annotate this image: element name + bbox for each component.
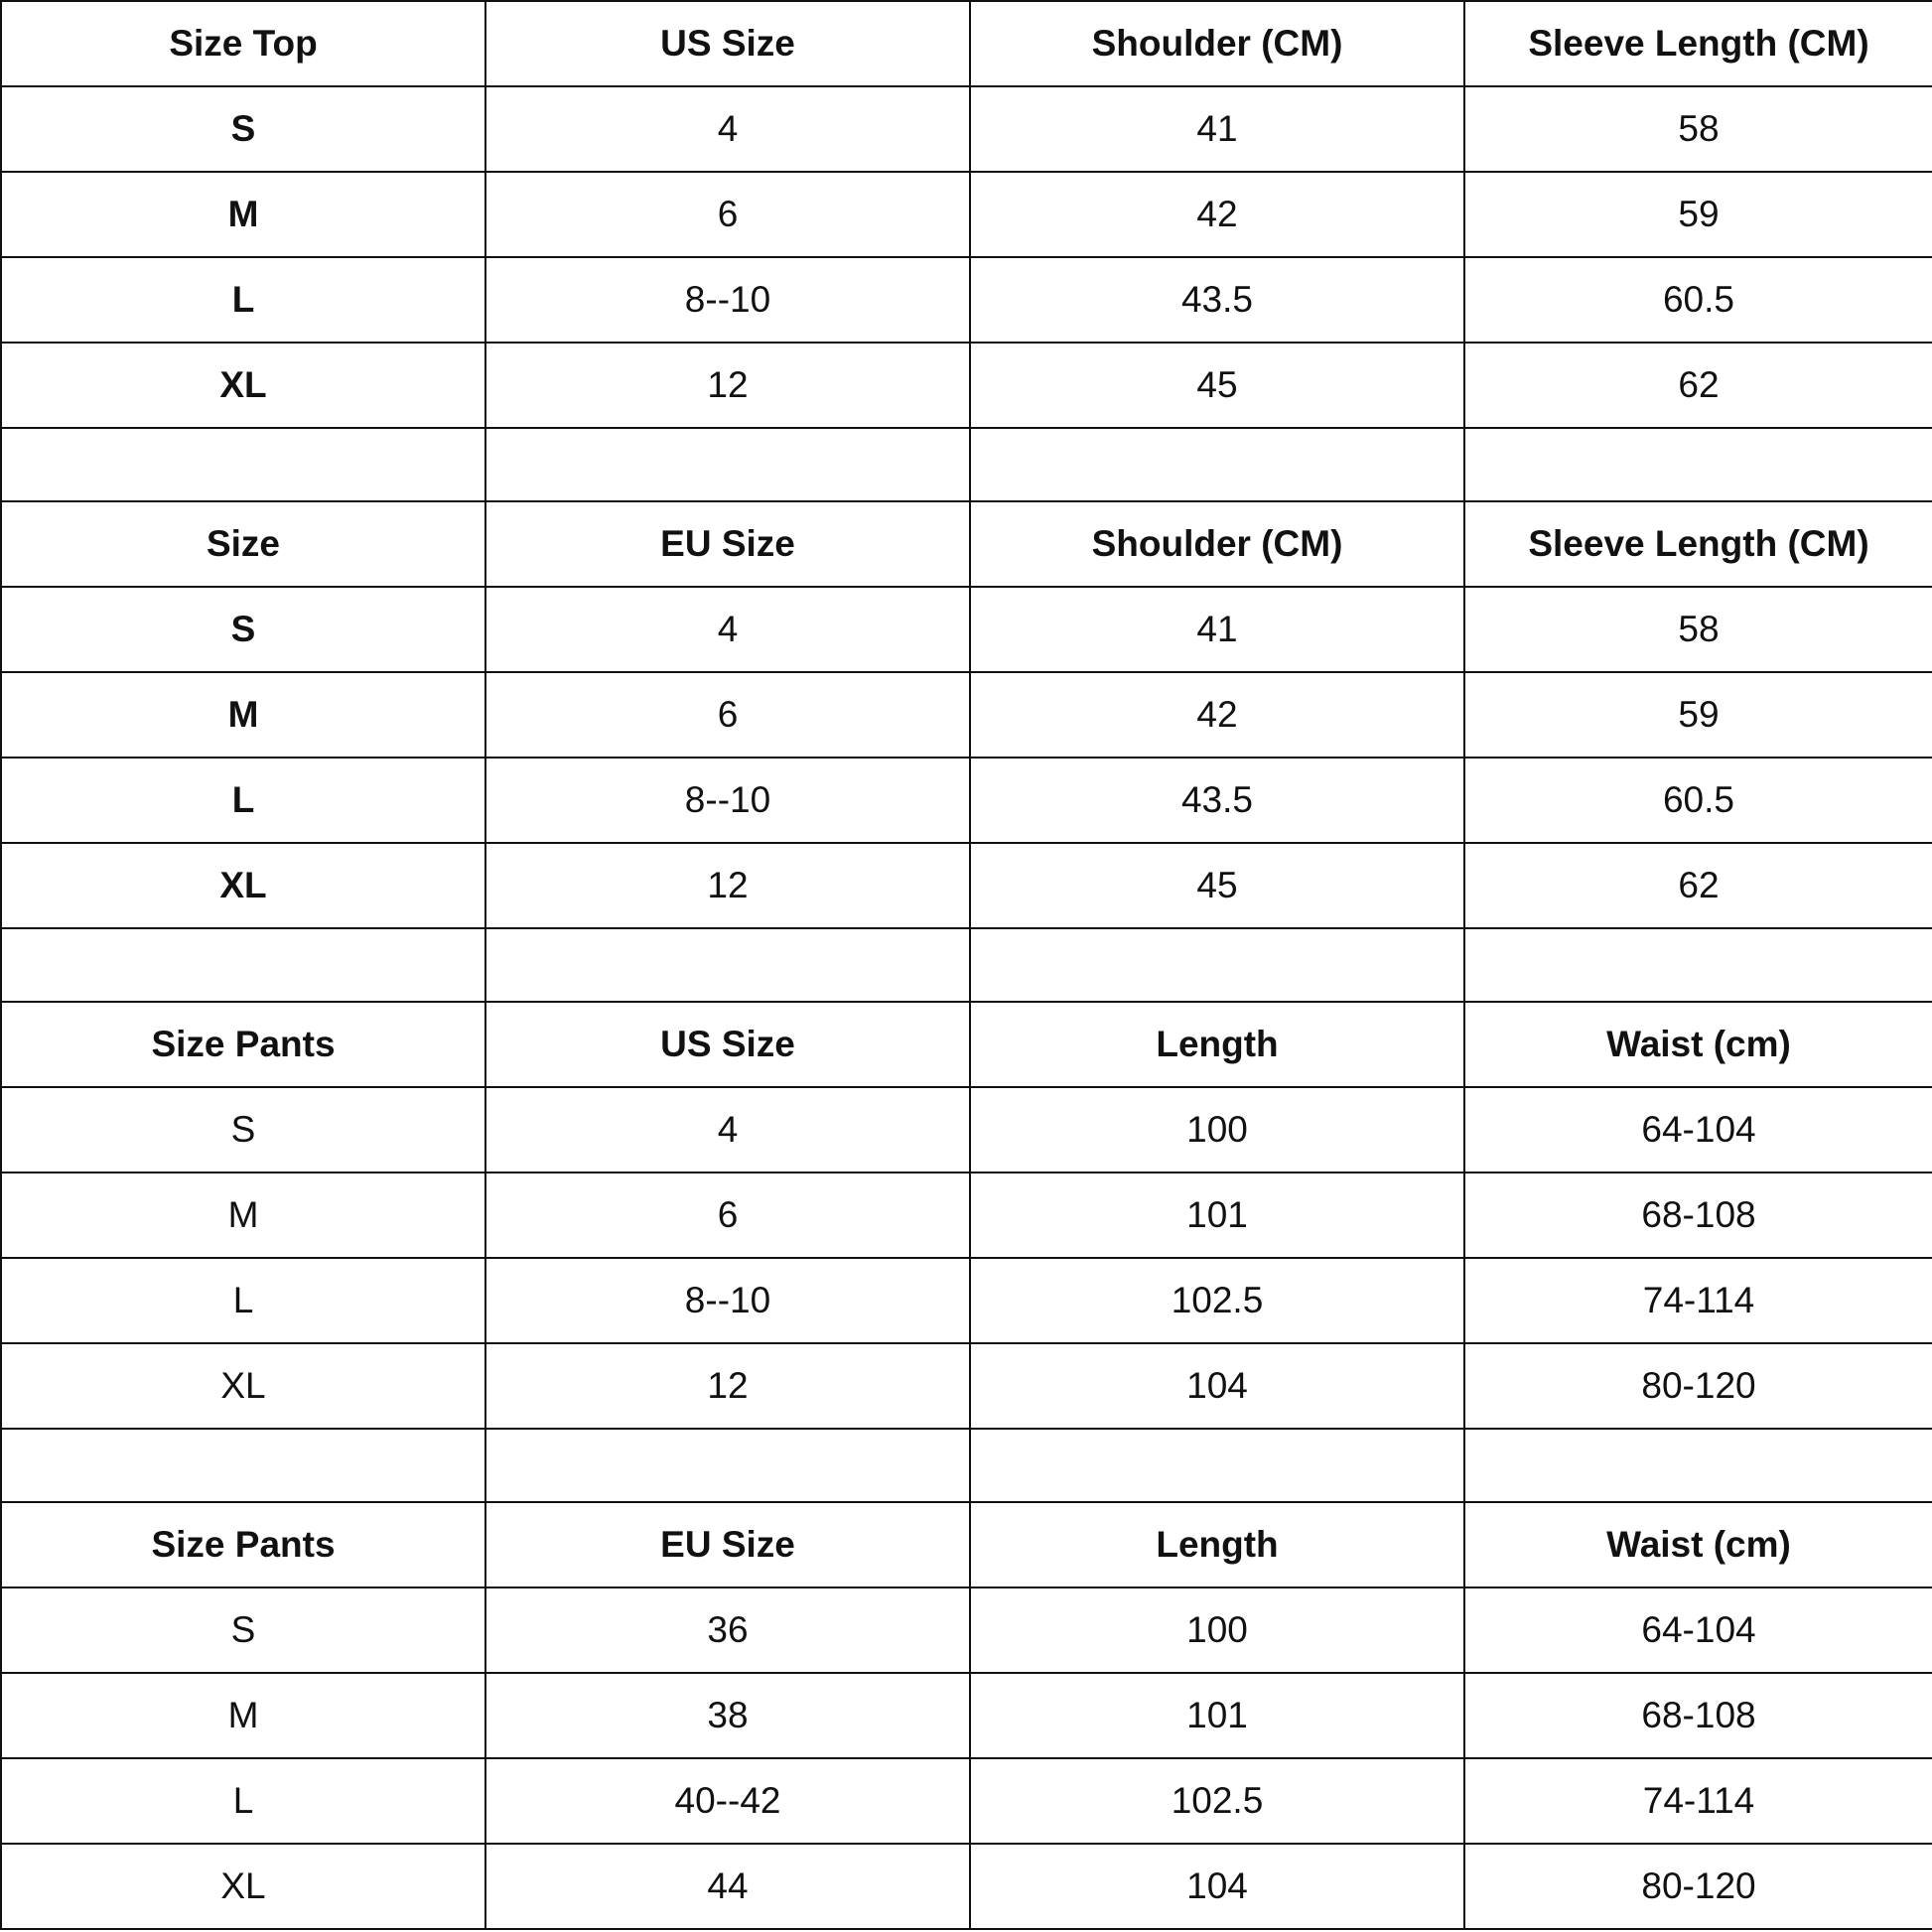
- measurement-cell: 43.5: [970, 257, 1464, 343]
- column-header: Size: [1, 501, 485, 587]
- spacer-cell: [485, 1429, 970, 1502]
- column-header: Size Top: [1, 1, 485, 86]
- size-label-cell: M: [1, 1173, 485, 1258]
- spacer-cell: [1464, 428, 1932, 501]
- measurement-cell: 102.5: [970, 1258, 1464, 1343]
- column-header: Sleeve Length (CM): [1464, 501, 1932, 587]
- measurement-cell: 104: [970, 1343, 1464, 1429]
- measurement-cell: 42: [970, 172, 1464, 257]
- measurement-cell: 100: [970, 1087, 1464, 1173]
- measurement-cell: 80-120: [1464, 1844, 1932, 1929]
- measurement-cell: 58: [1464, 86, 1932, 172]
- table-spacer-row: [1, 928, 1932, 1002]
- measurement-cell: 60.5: [1464, 257, 1932, 343]
- column-header: Size Pants: [1, 1002, 485, 1087]
- column-header: Waist (cm): [1464, 1502, 1932, 1587]
- column-header: Length: [970, 1502, 1464, 1587]
- table-row: [1, 672, 1932, 758]
- measurement-cell: 62: [1464, 343, 1932, 428]
- spacer-cell: [1464, 928, 1932, 1002]
- spacer-cell: [1, 1429, 485, 1502]
- table-header-row: [1, 1502, 1932, 1587]
- table-row: [1, 758, 1932, 843]
- measurement-cell: 60.5: [1464, 758, 1932, 843]
- measurement-cell: 74-114: [1464, 1258, 1932, 1343]
- size-label-cell: M: [1, 172, 485, 257]
- table-row: [1, 587, 1932, 672]
- size-label-cell: S: [1, 1587, 485, 1673]
- table-row: [1, 843, 1932, 928]
- table-spacer-row: [1, 1429, 1932, 1502]
- measurement-cell: 68-108: [1464, 1673, 1932, 1758]
- measurement-cell: 4: [485, 587, 970, 672]
- size-label-cell: XL: [1, 343, 485, 428]
- table-header-row: [1, 1, 1932, 86]
- spacer-cell: [1, 428, 485, 501]
- measurement-cell: 102.5: [970, 1758, 1464, 1844]
- measurement-cell: 80-120: [1464, 1343, 1932, 1429]
- measurement-cell: 6: [485, 172, 970, 257]
- measurement-cell: 41: [970, 587, 1464, 672]
- column-header: Shoulder (CM): [970, 1, 1464, 86]
- size-label-cell: L: [1, 758, 485, 843]
- measurement-cell: 104: [970, 1844, 1464, 1929]
- measurement-cell: 4: [485, 1087, 970, 1173]
- spacer-cell: [970, 428, 1464, 501]
- measurement-cell: 58: [1464, 587, 1932, 672]
- measurement-cell: 4: [485, 86, 970, 172]
- size-label-cell: M: [1, 1673, 485, 1758]
- table-spacer-row: [1, 428, 1932, 501]
- measurement-cell: 64-104: [1464, 1087, 1932, 1173]
- measurement-cell: 44: [485, 1844, 970, 1929]
- measurement-cell: 101: [970, 1673, 1464, 1758]
- size-label-cell: S: [1, 587, 485, 672]
- measurement-cell: 59: [1464, 672, 1932, 758]
- column-header: Sleeve Length (CM): [1464, 1, 1932, 86]
- size-label-cell: L: [1, 1258, 485, 1343]
- table-row: [1, 1844, 1932, 1929]
- table-row: [1, 1673, 1932, 1758]
- table-header-row: [1, 501, 1932, 587]
- measurement-cell: 43.5: [970, 758, 1464, 843]
- measurement-cell: 12: [485, 343, 970, 428]
- measurement-cell: 59: [1464, 172, 1932, 257]
- measurement-cell: 40--42: [485, 1758, 970, 1844]
- spacer-cell: [485, 428, 970, 501]
- measurement-cell: 68-108: [1464, 1173, 1932, 1258]
- measurement-cell: 100: [970, 1587, 1464, 1673]
- measurement-cell: 12: [485, 1343, 970, 1429]
- measurement-cell: 64-104: [1464, 1587, 1932, 1673]
- column-header: US Size: [485, 1002, 970, 1087]
- measurement-cell: 74-114: [1464, 1758, 1932, 1844]
- table-row: [1, 1758, 1932, 1844]
- measurement-cell: 45: [970, 343, 1464, 428]
- measurement-cell: 8--10: [485, 257, 970, 343]
- table-row: [1, 172, 1932, 257]
- spacer-cell: [1, 928, 485, 1002]
- column-header: Size Pants: [1, 1502, 485, 1587]
- measurement-cell: 45: [970, 843, 1464, 928]
- size-label-cell: M: [1, 672, 485, 758]
- spacer-cell: [970, 1429, 1464, 1502]
- measurement-cell: 41: [970, 86, 1464, 172]
- size-label-cell: S: [1, 86, 485, 172]
- measurement-cell: 6: [485, 1173, 970, 1258]
- table-row: [1, 1173, 1932, 1258]
- measurement-cell: 8--10: [485, 1258, 970, 1343]
- table-row: [1, 1587, 1932, 1673]
- size-label-cell: L: [1, 1758, 485, 1844]
- table-row: [1, 1343, 1932, 1429]
- column-header: Shoulder (CM): [970, 501, 1464, 587]
- table-row: [1, 1087, 1932, 1173]
- column-header: EU Size: [485, 501, 970, 587]
- spacer-cell: [1464, 1429, 1932, 1502]
- measurement-cell: 8--10: [485, 758, 970, 843]
- measurement-cell: 62: [1464, 843, 1932, 928]
- size-label-cell: XL: [1, 843, 485, 928]
- measurement-cell: 36: [485, 1587, 970, 1673]
- table-row: [1, 1258, 1932, 1343]
- measurement-cell: 101: [970, 1173, 1464, 1258]
- column-header: Waist (cm): [1464, 1002, 1932, 1087]
- measurement-cell: 12: [485, 843, 970, 928]
- size-chart-body: [1, 1, 1932, 1929]
- column-header: Length: [970, 1002, 1464, 1087]
- measurement-cell: 42: [970, 672, 1464, 758]
- column-header: US Size: [485, 1, 970, 86]
- spacer-cell: [970, 928, 1464, 1002]
- table-row: [1, 86, 1932, 172]
- spacer-cell: [485, 928, 970, 1002]
- measurement-cell: 6: [485, 672, 970, 758]
- table-header-row: [1, 1002, 1932, 1087]
- size-label-cell: S: [1, 1087, 485, 1173]
- size-label-cell: XL: [1, 1844, 485, 1929]
- size-label-cell: XL: [1, 1343, 485, 1429]
- table-row: [1, 343, 1932, 428]
- table-row: [1, 257, 1932, 343]
- column-header: EU Size: [485, 1502, 970, 1587]
- size-label-cell: L: [1, 257, 485, 343]
- measurement-cell: 38: [485, 1673, 970, 1758]
